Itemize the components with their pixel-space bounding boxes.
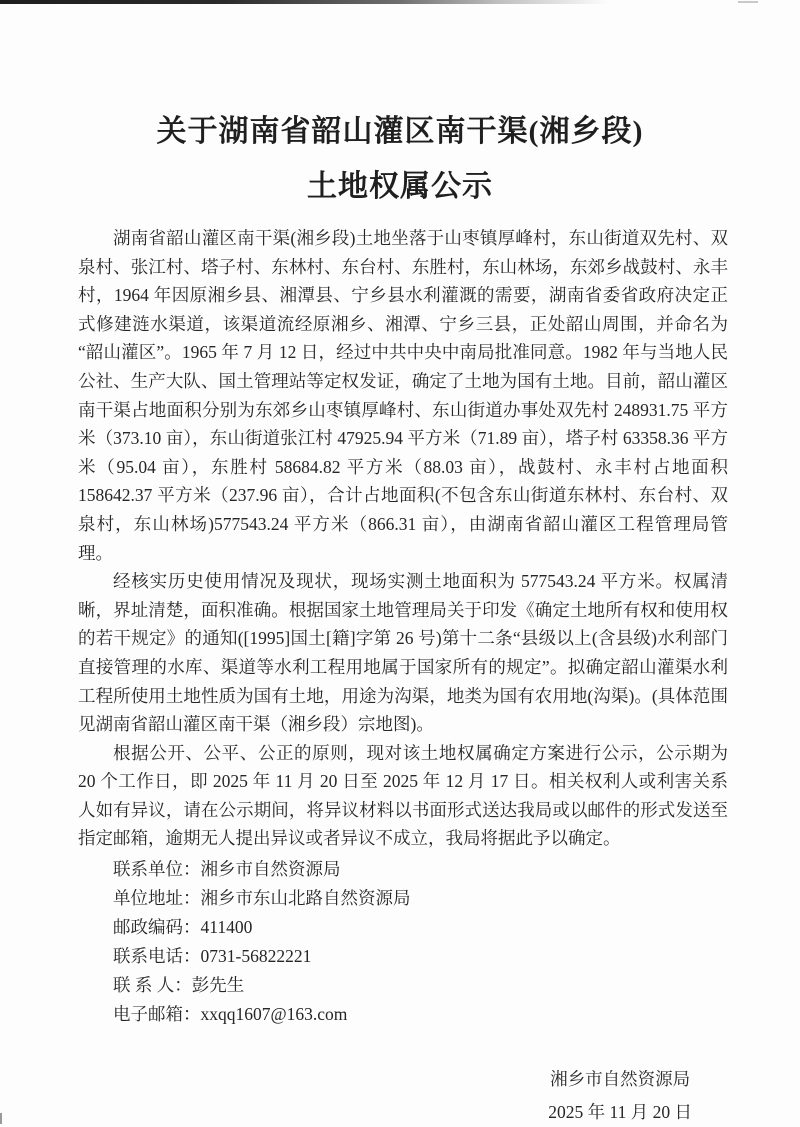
signature-organization: 湘乡市自然资源局	[550, 1069, 691, 1090]
contact-email-row	[78, 1000, 728, 1029]
paragraph-location-and-history: 湖南省韶山灌区南干渠(湘乡段)土地坐落于山枣镇厚峰村，东山街道双先村、双泉村、张江村、塔子村、东林村、东台村、东胜村，东山林场，东郊乡战鼓村、永丰村，1964 年因原湘乡县、湘潭县、宁乡县水利灌溉的需要，湖南省委省政府决定正式修建涟水渠道，该渠道流经原湘乡、湘潭、宁乡三县，正处韶山周围，并命名为“韶山灌区”。1965 年 7 月 12 日，经过中共中央中南局批准同意。1982 年与当地人民公社、生产大队、国土管理站等定权发证，确定了土地为国有土地。目前，韶山灌区南干渠占地面积分别为东郊乡山枣镇厚峰村、东山街道办事处双先村 248931.75 平方米（373.10 亩），东山街道张江村 47925.94 平方米（71.89 亩），塔子村 63358.36 平方米（95.04 亩），东胜村 58684.82 平方米（88.03 亩），战鼓村、永丰村占地面积 158642.37 平方米（237.96 亩），合计占地面积(不包含东山街道东林村、东台村、双泉村，东山林场)577543.24 平方米（866.31 亩），由湖南省韶山灌区工程管理局管理。	[78, 228, 728, 563]
contact-unit-label: 联系单位：	[113, 859, 201, 880]
scan-artifact-top-edge	[0, 0, 800, 4]
scan-artifact-bottom-left	[0, 1113, 2, 1124]
contact-person-value: 彭先生	[191, 975, 245, 996]
contact-unit-value: 湘乡市自然资源局	[200, 859, 341, 880]
scan-artifact-top-right	[738, 1, 758, 3]
contact-postcode-row	[78, 913, 728, 942]
contact-address-row	[78, 884, 728, 913]
document-body	[78, 224, 728, 1029]
contact-postcode-label: 邮政编码：	[113, 917, 201, 938]
signature-block	[548, 1063, 692, 1127]
document-title-line-2: 土地权属公示	[307, 170, 493, 203]
contact-unit-row	[78, 855, 728, 884]
contact-phone-value: 0731-56822221	[200, 946, 312, 967]
contact-person-label: 联 系 人：	[113, 975, 192, 996]
paragraph-verification-and-determination: 经核实历史使用情况及现状，现场实测土地面积为 577543.24 平方米。权属清晰，界址清楚，面积准确。根据国家土地管理局关于印发《确定土地所有权和使用权的若干规定》的通知([1995]国土[籍]字第 26 号)第十二条“县级以上(含县级)水利部门直接管理的水库、渠道等水利工程用地属于国家所有的规定”。拟确定韶山灌渠水利工程所使用土地性质为国有土地，用途为沟渠，地类为国有农用地(沟渠)。(具体范围见湖南省韶山灌区南干渠（湘乡段）宗地图)。	[78, 571, 728, 735]
contact-address-value: 湘乡市东山北路自然资源局	[200, 888, 411, 909]
signature-date: 2025 年 11 月 20 日	[548, 1102, 692, 1123]
contact-person-row	[78, 971, 728, 1000]
document-title	[60, 104, 740, 214]
contact-address-label: 单位地址：	[113, 888, 201, 909]
document-title-line-1: 关于湖南省韶山灌区南干渠(湘乡段)	[156, 115, 644, 148]
contact-info-block	[78, 855, 728, 1029]
contact-email-value: xxqq1607@163.com	[200, 1004, 348, 1025]
contact-postcode-value: 411400	[200, 917, 253, 938]
contact-email-label: 电子邮箱：	[113, 1004, 201, 1025]
contact-phone-row	[78, 942, 728, 971]
paragraph-publicity-period: 根据公开、公平、公正的原则，现对该土地权属确定方案进行公示，公示期为 20 个工作日，即 2025 年 11 月 20 日至 2025 年 12 月 17 日。相关权利人或利害关系人如有异议，请在公示期间，将异议材料以书面形式送达我局或以邮件的形式发送至指定邮箱，逾期无人提出异议或者异议不成立，我局将据此予以确定。	[78, 742, 728, 849]
contact-phone-label: 联系电话：	[113, 946, 201, 967]
